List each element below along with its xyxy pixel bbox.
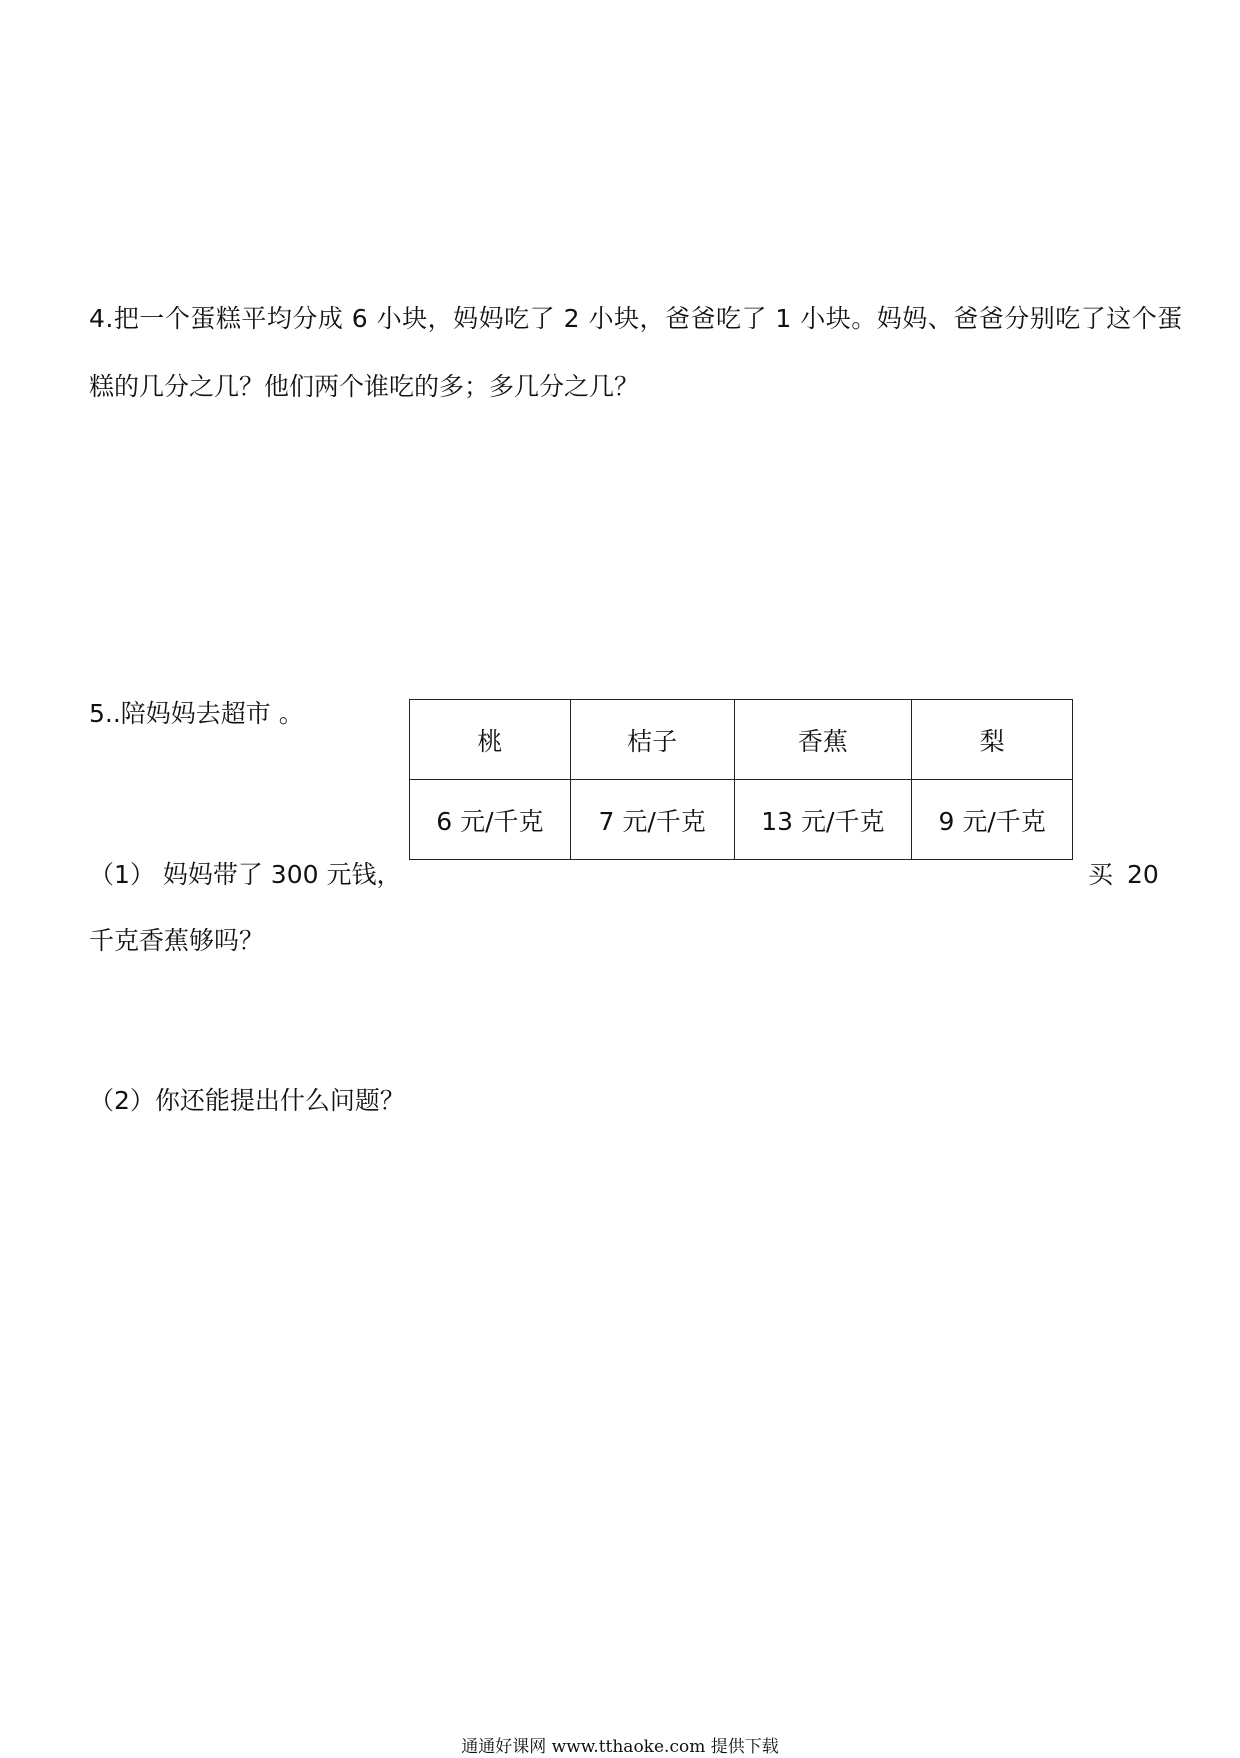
table-header-cell: 桔子 [570, 700, 734, 780]
question-5-sub-2: （2）你还能提出什么问题？ [89, 1086, 405, 1115]
table-cell-price: 9 元/千克 [912, 780, 1073, 860]
question-5-sub-1-line-2: 千克香蕉够吗？ [89, 926, 265, 955]
table-header-cell: 桃 [410, 700, 571, 780]
page-footer: 通通好课网 www.tthaoke.com 提供下载 [461, 1737, 779, 1757]
question-5-sub-1-continuation: 买 20 [1088, 860, 1159, 889]
table-cell-price: 6 元/千克 [410, 780, 571, 860]
table-row [410, 780, 1073, 860]
table-header-row [410, 700, 1073, 780]
question-5-title: 5..陪妈妈去超市 。 [89, 699, 304, 728]
table-cell-price: 13 元/千克 [734, 780, 912, 860]
table-cell-price: 7 元/千克 [570, 780, 734, 860]
fruit-price-table [409, 699, 1073, 860]
table-header-cell: 香蕉 [734, 700, 912, 780]
question-4-line-1: 4.把一个蛋糕平均分成 6 小块，妈妈吃了 2 小块，爸爸吃了 1 小块。妈妈、爸爸分别吃了这个蛋 [89, 304, 1183, 333]
table-header-cell: 梨 [912, 700, 1073, 780]
question-5-sub-1-text: （1） 妈妈带了 300 元钱， [89, 860, 402, 889]
question-4-line-2: 糕的几分之几？他们两个谁吃的多；多几分之几？ [89, 372, 640, 401]
